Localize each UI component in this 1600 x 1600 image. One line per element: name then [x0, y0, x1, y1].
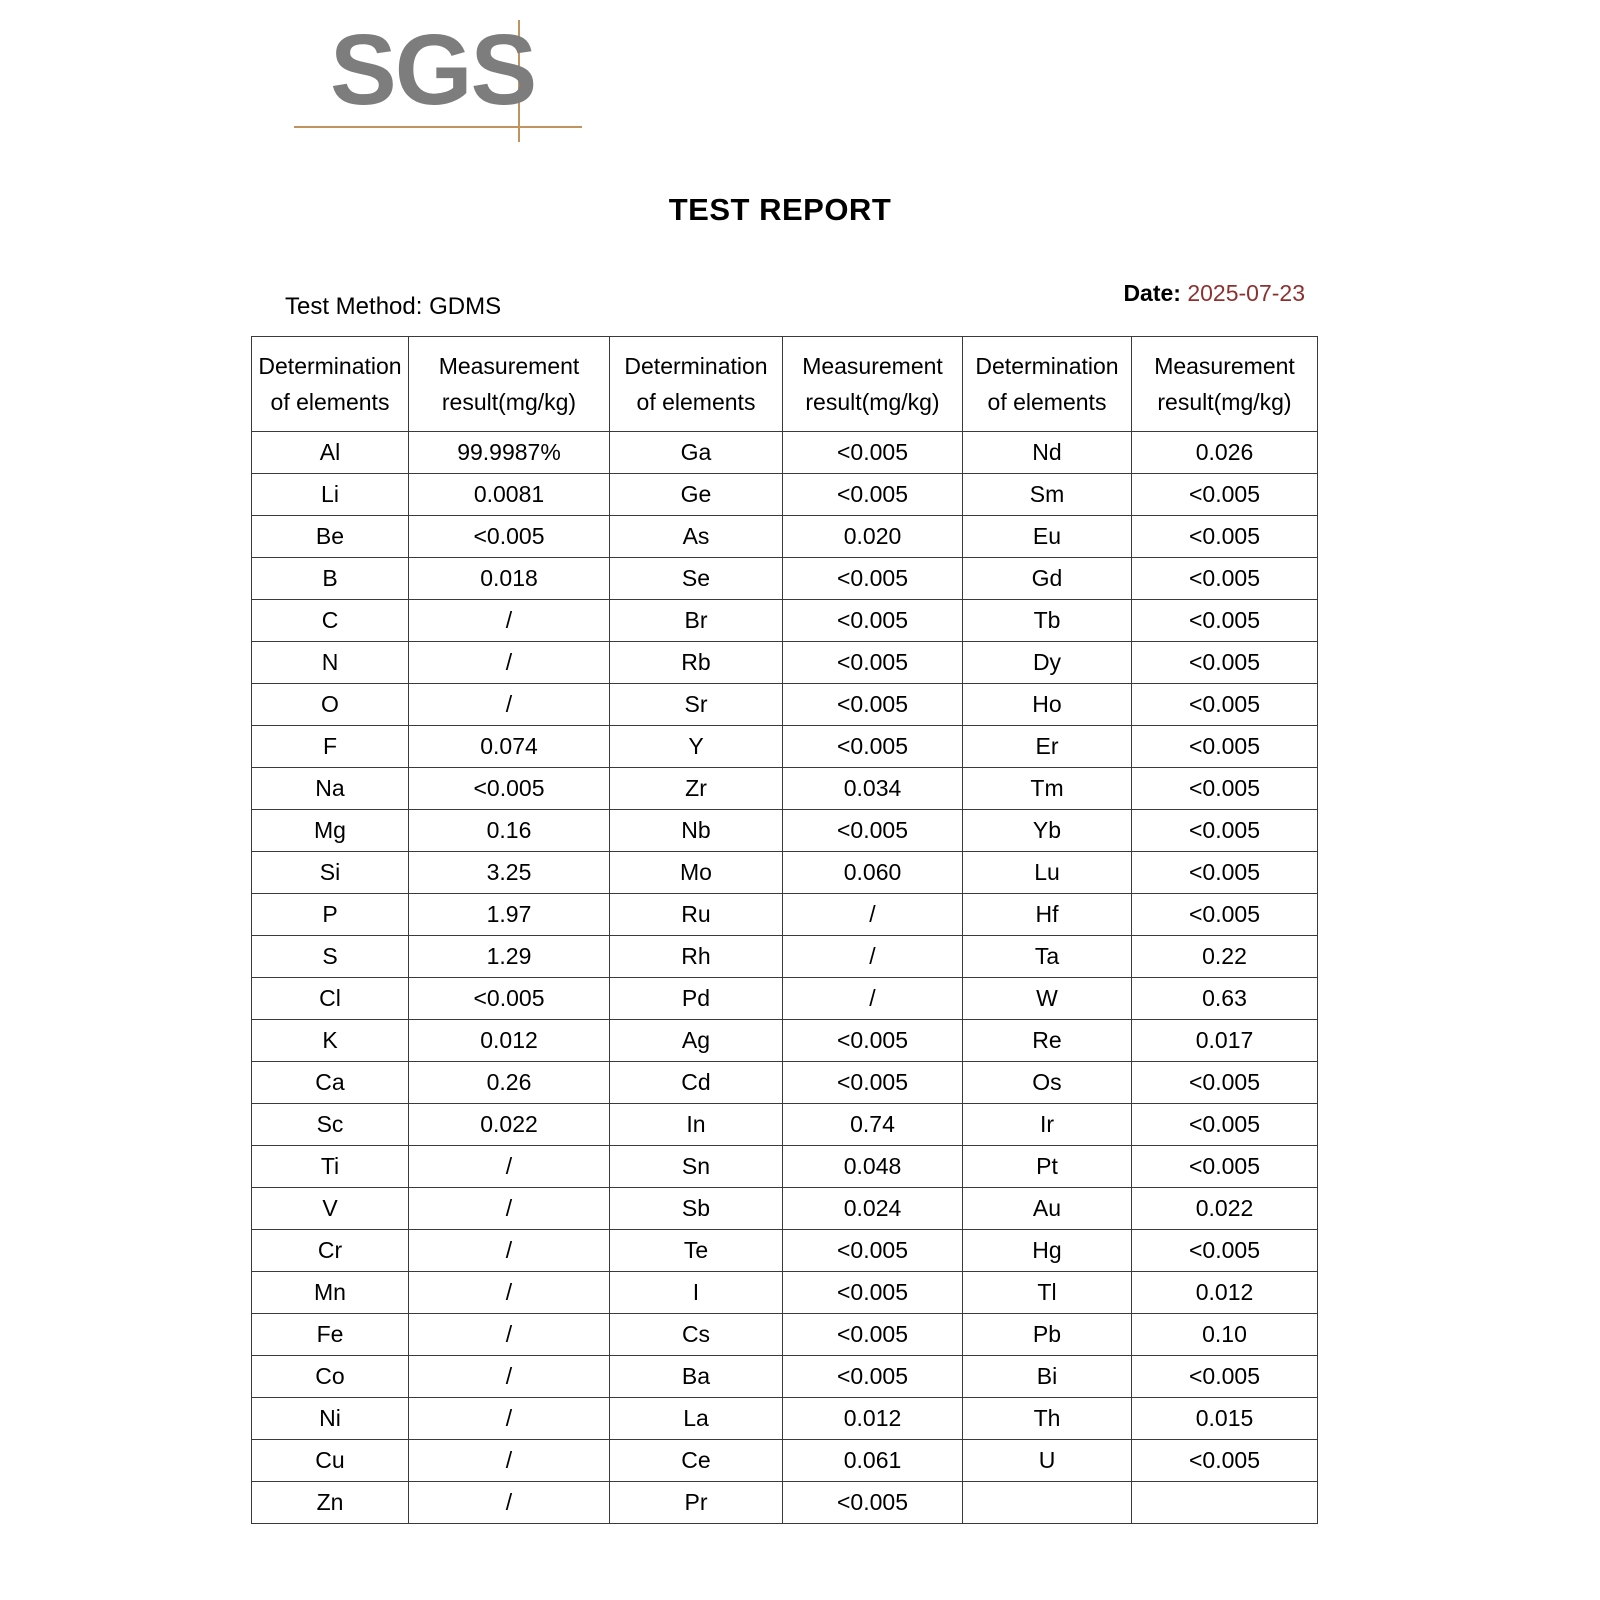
cell-element-3: Th	[963, 1398, 1132, 1440]
cell-element-1: P	[252, 894, 409, 936]
cell-result-1: /	[409, 642, 610, 684]
cell-element-1: Cl	[252, 978, 409, 1020]
cell-result-1: /	[409, 600, 610, 642]
table-row	[252, 1356, 1318, 1398]
cell-result-3: <0.005	[1132, 1356, 1318, 1398]
cell-result-3: 0.63	[1132, 978, 1318, 1020]
cell-element-1: Al	[252, 432, 409, 474]
cell-result-2: <0.005	[783, 600, 963, 642]
header-line-1: Measurement	[438, 352, 580, 379]
cell-result-2: 0.060	[783, 852, 963, 894]
cell-element-1: Zn	[252, 1482, 409, 1524]
cell-result-1: /	[409, 1482, 610, 1524]
element-results-table	[251, 336, 1318, 1524]
cell-element-2: Ag	[610, 1020, 783, 1062]
cell-result-1: 0.012	[409, 1020, 610, 1062]
table-row	[252, 936, 1318, 978]
column-header-elements-2	[610, 337, 783, 432]
header-line-1: Measurement	[802, 352, 943, 379]
table-row	[252, 684, 1318, 726]
results-table-container	[251, 336, 1317, 1524]
cell-result-2: <0.005	[783, 684, 963, 726]
cell-result-3: <0.005	[1132, 810, 1318, 852]
cell-element-2: Cs	[610, 1314, 783, 1356]
cell-result-3: <0.005	[1132, 558, 1318, 600]
cell-element-3: Nd	[963, 432, 1132, 474]
cell-result-3: <0.005	[1132, 726, 1318, 768]
cell-element-3: Au	[963, 1188, 1132, 1230]
cell-element-2: Nb	[610, 810, 783, 852]
cell-result-3: 0.10	[1132, 1314, 1318, 1356]
cell-result-2: <0.005	[783, 726, 963, 768]
cell-element-2: Ce	[610, 1440, 783, 1482]
cell-element-1: Mn	[252, 1272, 409, 1314]
table-row	[252, 1398, 1318, 1440]
page-title: TEST REPORT	[668, 192, 892, 227]
cell-element-1: N	[252, 642, 409, 684]
cell-result-1: 0.022	[409, 1104, 610, 1146]
cell-element-3: Os	[963, 1062, 1132, 1104]
cell-result-1: /	[409, 1398, 610, 1440]
cell-element-2: La	[610, 1398, 783, 1440]
table-row	[252, 978, 1318, 1020]
sgs-logo	[272, 14, 572, 154]
logo-horizontal-rule	[294, 126, 582, 128]
cell-element-2: Te	[610, 1230, 783, 1272]
table-row	[252, 1482, 1318, 1524]
cell-result-2: /	[783, 894, 963, 936]
header-line-2: result(mg/kg)	[1157, 389, 1292, 415]
table-row	[252, 768, 1318, 810]
cell-result-3: <0.005	[1132, 1062, 1318, 1104]
cell-result-2: <0.005	[783, 1272, 963, 1314]
header-line-2: result(mg/kg)	[441, 389, 577, 415]
cell-element-2: Ru	[610, 894, 783, 936]
cell-result-3: 0.026	[1132, 432, 1318, 474]
cell-element-3: Ir	[963, 1104, 1132, 1146]
table-body	[252, 432, 1318, 1524]
cell-element-1: Li	[252, 474, 409, 516]
table-row	[252, 1146, 1318, 1188]
cell-result-1: /	[409, 1146, 610, 1188]
cell-element-1: O	[252, 684, 409, 726]
cell-element-1: Cr	[252, 1230, 409, 1272]
cell-element-3: Lu	[963, 852, 1132, 894]
cell-result-2: <0.005	[783, 1020, 963, 1062]
cell-element-1: Si	[252, 852, 409, 894]
cell-element-1: F	[252, 726, 409, 768]
cell-result-1: /	[409, 1356, 610, 1398]
cell-element-2: Y	[610, 726, 783, 768]
table-row	[252, 1020, 1318, 1062]
date-label: Date:	[1123, 280, 1181, 306]
table-row	[252, 726, 1318, 768]
cell-result-2: /	[783, 978, 963, 1020]
cell-result-1: 1.97	[409, 894, 610, 936]
cell-result-2: <0.005	[783, 1062, 963, 1104]
cell-element-1: C	[252, 600, 409, 642]
table-row	[252, 1062, 1318, 1104]
cell-result-2: 0.034	[783, 768, 963, 810]
cell-element-1: Co	[252, 1356, 409, 1398]
cell-element-3: Tm	[963, 768, 1132, 810]
cell-element-2: As	[610, 516, 783, 558]
cell-result-2: 0.020	[783, 516, 963, 558]
cell-element-2: Rh	[610, 936, 783, 978]
cell-element-1: V	[252, 1188, 409, 1230]
cell-result-3: 0.012	[1132, 1272, 1318, 1314]
cell-element-2: Pr	[610, 1482, 783, 1524]
cell-result-3: 0.22	[1132, 936, 1318, 978]
cell-result-3: <0.005	[1132, 1440, 1318, 1482]
cell-result-3: 0.022	[1132, 1188, 1318, 1230]
cell-element-3: W	[963, 978, 1132, 1020]
cell-element-3: Gd	[963, 558, 1132, 600]
header-line-2: of elements	[636, 389, 756, 415]
column-header-elements-3	[963, 337, 1132, 432]
header-line-1: Measurement	[1154, 352, 1295, 379]
table-row	[252, 1230, 1318, 1272]
table-row	[252, 558, 1318, 600]
cell-result-1: <0.005	[409, 516, 610, 558]
cell-result-2: <0.005	[783, 1482, 963, 1524]
cell-result-3: <0.005	[1132, 600, 1318, 642]
cell-result-2: 0.048	[783, 1146, 963, 1188]
cell-result-1: /	[409, 1272, 610, 1314]
table-row	[252, 1104, 1318, 1146]
cell-result-2: <0.005	[783, 558, 963, 600]
header-line-1: Determination	[258, 352, 402, 379]
cell-element-3: Dy	[963, 642, 1132, 684]
cell-element-3: U	[963, 1440, 1132, 1482]
cell-result-1: 0.26	[409, 1062, 610, 1104]
cell-element-3: Hf	[963, 894, 1132, 936]
cell-element-3: Hg	[963, 1230, 1132, 1272]
cell-element-3: Pb	[963, 1314, 1132, 1356]
cell-element-3: Pt	[963, 1146, 1132, 1188]
table-row	[252, 432, 1318, 474]
header-line-2: of elements	[987, 389, 1107, 415]
date-value: 2025-07-23	[1187, 280, 1305, 306]
cell-element-1: Mg	[252, 810, 409, 852]
cell-result-3: <0.005	[1132, 474, 1318, 516]
column-header-result-3	[1132, 337, 1318, 432]
cell-element-1: Ti	[252, 1146, 409, 1188]
cell-element-2: Sb	[610, 1188, 783, 1230]
cell-element-3: Eu	[963, 516, 1132, 558]
cell-result-1: /	[409, 684, 610, 726]
cell-result-2: <0.005	[783, 1314, 963, 1356]
cell-element-2: Pd	[610, 978, 783, 1020]
table-row	[252, 1188, 1318, 1230]
cell-element-3: Bi	[963, 1356, 1132, 1398]
cell-element-1: B	[252, 558, 409, 600]
cell-element-2: Sr	[610, 684, 783, 726]
cell-result-1: /	[409, 1440, 610, 1482]
cell-element-1: Ni	[252, 1398, 409, 1440]
cell-result-2: <0.005	[783, 642, 963, 684]
cell-result-3: <0.005	[1132, 852, 1318, 894]
cell-result-3: <0.005	[1132, 684, 1318, 726]
table-row	[252, 1272, 1318, 1314]
cell-result-3: 0.017	[1132, 1020, 1318, 1062]
column-header-result-1	[409, 337, 610, 432]
cell-result-3: <0.005	[1132, 894, 1318, 936]
cell-element-3: Yb	[963, 810, 1132, 852]
cell-element-1: Sc	[252, 1104, 409, 1146]
cell-result-3: <0.005	[1132, 1104, 1318, 1146]
cell-result-1: 99.9987%	[409, 432, 610, 474]
cell-result-3	[1132, 1482, 1318, 1524]
table-row	[252, 810, 1318, 852]
table-row	[252, 1314, 1318, 1356]
table-row	[252, 894, 1318, 936]
table-header	[252, 337, 1318, 432]
cell-element-3: Tb	[963, 600, 1132, 642]
cell-result-3: <0.005	[1132, 768, 1318, 810]
cell-result-1: 0.018	[409, 558, 610, 600]
header-line-1: Determination	[624, 352, 768, 379]
cell-element-1: S	[252, 936, 409, 978]
cell-element-2: Sn	[610, 1146, 783, 1188]
column-header-elements-1	[252, 337, 409, 432]
cell-result-2: 0.061	[783, 1440, 963, 1482]
cell-element-3: Ta	[963, 936, 1132, 978]
cell-result-2: 0.012	[783, 1398, 963, 1440]
cell-element-3: Re	[963, 1020, 1132, 1062]
cell-result-2: <0.005	[783, 810, 963, 852]
table-row	[252, 600, 1318, 642]
cell-result-2: /	[783, 936, 963, 978]
cell-result-3: <0.005	[1132, 516, 1318, 558]
header-line-1: Determination	[975, 352, 1119, 379]
cell-result-1: <0.005	[409, 768, 610, 810]
cell-element-1: Fe	[252, 1314, 409, 1356]
cell-element-2: Br	[610, 600, 783, 642]
test-method-label: Test Method: GDMS	[285, 293, 502, 320]
header-line-2: of elements	[270, 389, 390, 415]
cell-result-2: 0.74	[783, 1104, 963, 1146]
cell-element-2: I	[610, 1272, 783, 1314]
cell-result-2: <0.005	[783, 1230, 963, 1272]
cell-result-1: 1.29	[409, 936, 610, 978]
table-row	[252, 516, 1318, 558]
cell-element-2: Ga	[610, 432, 783, 474]
cell-result-2: 0.024	[783, 1188, 963, 1230]
cell-element-3: Sm	[963, 474, 1132, 516]
cell-result-1: /	[409, 1314, 610, 1356]
logo-wordmark: SGS	[330, 14, 536, 126]
cell-result-1: 0.0081	[409, 474, 610, 516]
cell-result-3: <0.005	[1132, 1230, 1318, 1272]
cell-element-1: Na	[252, 768, 409, 810]
cell-result-1: 3.25	[409, 852, 610, 894]
cell-result-3: 0.015	[1132, 1398, 1318, 1440]
header-line-2: result(mg/kg)	[805, 389, 940, 415]
cell-result-3: <0.005	[1132, 1146, 1318, 1188]
column-header-result-2	[783, 337, 963, 432]
cell-element-1: Be	[252, 516, 409, 558]
cell-result-2: <0.005	[783, 474, 963, 516]
cell-result-3: <0.005	[1132, 642, 1318, 684]
cell-element-2: Mo	[610, 852, 783, 894]
cell-result-1: /	[409, 1188, 610, 1230]
cell-element-2: Rb	[610, 642, 783, 684]
cell-element-2: Zr	[610, 768, 783, 810]
cell-element-1: Cu	[252, 1440, 409, 1482]
cell-result-1: 0.074	[409, 726, 610, 768]
cell-element-3	[963, 1482, 1132, 1524]
cell-result-1: <0.005	[409, 978, 610, 1020]
cell-element-3: Er	[963, 726, 1132, 768]
cell-element-2: In	[610, 1104, 783, 1146]
cell-element-1: K	[252, 1020, 409, 1062]
table-row	[252, 852, 1318, 894]
cell-element-3: Ho	[963, 684, 1132, 726]
cell-element-2: Ge	[610, 474, 783, 516]
cell-element-3: Tl	[963, 1272, 1132, 1314]
cell-result-1: 0.16	[409, 810, 610, 852]
cell-element-2: Ba	[610, 1356, 783, 1398]
cell-element-2: Cd	[610, 1062, 783, 1104]
table-row	[252, 474, 1318, 516]
table-header-row	[252, 337, 1318, 432]
table-row	[252, 1440, 1318, 1482]
cell-result-1: /	[409, 1230, 610, 1272]
report-date	[1123, 280, 1305, 307]
table-row	[252, 642, 1318, 684]
cell-result-2: <0.005	[783, 432, 963, 474]
cell-element-1: Ca	[252, 1062, 409, 1104]
cell-result-2: <0.005	[783, 1356, 963, 1398]
cell-element-2: Se	[610, 558, 783, 600]
